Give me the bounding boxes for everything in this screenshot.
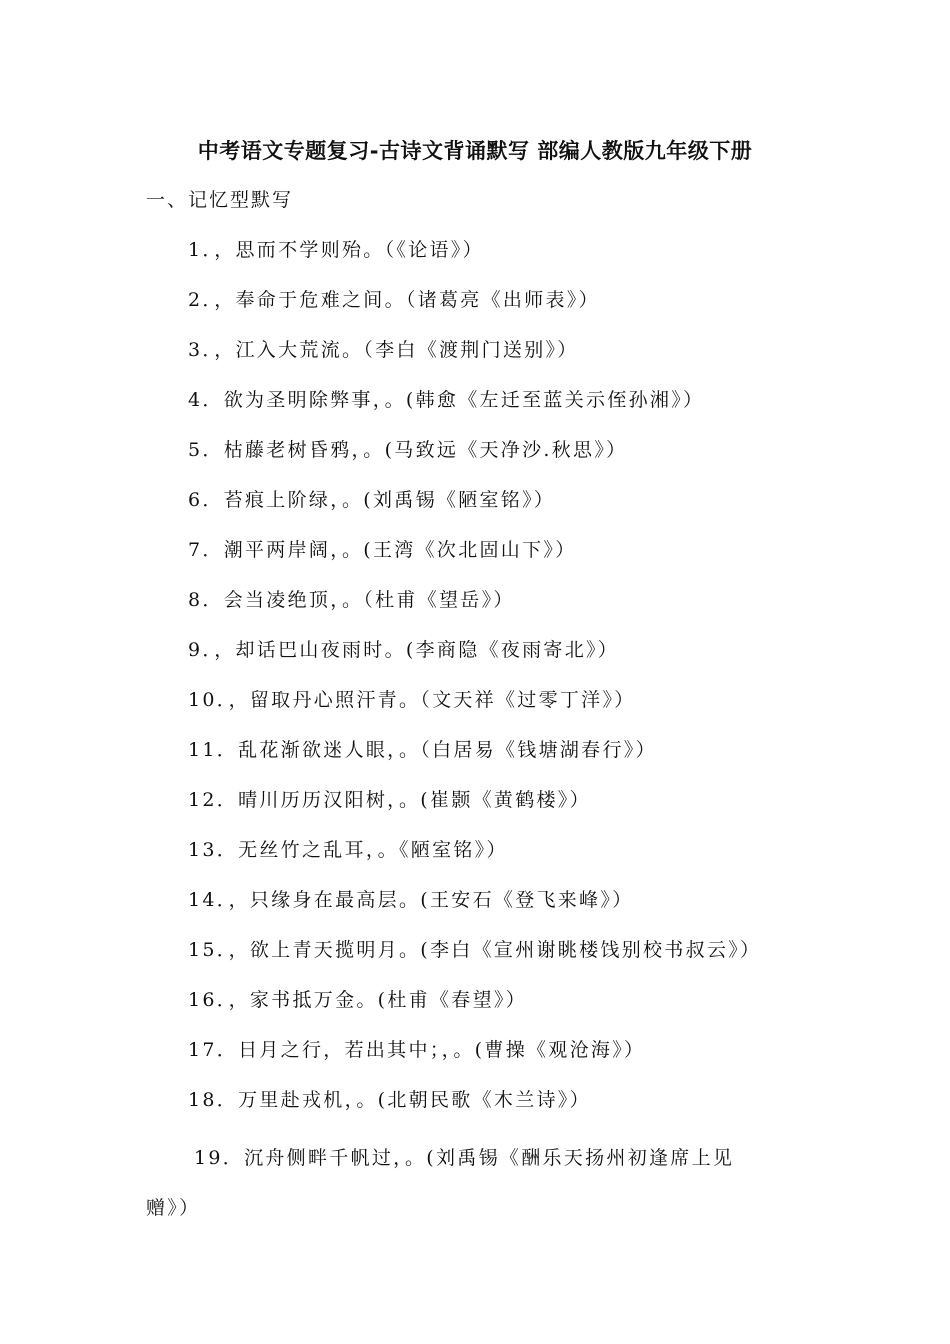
question-item-17: 17．日月之行，若出其中；，。(曹操《观沧海》） <box>188 1039 646 1061</box>
question-item-5: 5．枯藤老树昏鸦，。(马致远《天净沙.秋思》） <box>188 439 628 461</box>
question-item-16: 16．，家书抵万金。(杜甫《春望》） <box>188 989 527 1011</box>
question-list <box>188 236 868 1136</box>
question-item-15: 15．，欲上青天揽明月。(李白《宣州谢眺楼饯别校书叔云》） <box>188 939 762 961</box>
question-item-18: 18．万里赴戎机，。(北朝民歌《木兰诗》） <box>188 1089 591 1111</box>
document-title: 中考语文专题复习-古诗文背诵默写 部编人教版九年级下册 <box>197 139 753 163</box>
question-item-7: 7．潮平两岸阔，。(王湾《次北固山下》） <box>188 539 577 561</box>
question-item-1: 1．，思而不学则殆。（《论语》） <box>188 239 484 261</box>
question-item-13: 13．无丝竹之乱耳，。《陋室铭》） <box>188 839 508 861</box>
section-heading: 一、记忆型默写 <box>146 189 294 211</box>
question-item-11: 11．乱花渐欲迷人眼，。（白居易《钱塘湖春行》） <box>188 739 657 761</box>
question-item-9: 9．，却话巴山夜雨时。(李商隐《夜雨寄北》） <box>188 639 620 661</box>
question-item-10: 10．，留取丹心照汗青。（文天祥《过零丁洋》） <box>188 689 636 711</box>
question-item-19 <box>146 1133 826 1233</box>
question-item-3: 3．，江入大荒流。（李白《渡荆门送别》） <box>188 339 579 361</box>
question-item-2: 2．，奉命于危难之间。（诸葛亮《出师表》） <box>188 289 600 311</box>
question-item-6: 6．苔痕上阶绿，。(刘禹锡《陋室铭》） <box>188 489 556 511</box>
question-item-19-line-1: 19．沉舟侧畔千帆过，。(刘禹锡《酬乐天扬州初逢席上见 <box>194 1147 735 1169</box>
question-item-12: 12．晴川历历汉阳树，。(崔颢《黄鹤楼》） <box>188 789 591 811</box>
question-item-14: 14．，只缘身在最高层。(王安石《登飞来峰》） <box>188 889 634 911</box>
question-item-8: 8．会当凌绝顶，。（杜甫《望岳》） <box>188 589 515 611</box>
question-item-19-line-2: 赠》） <box>146 1197 201 1219</box>
question-item-4: 4．欲为圣明除弊事，。(韩愈《左迁至蓝关示侄孙湘》） <box>188 389 705 411</box>
